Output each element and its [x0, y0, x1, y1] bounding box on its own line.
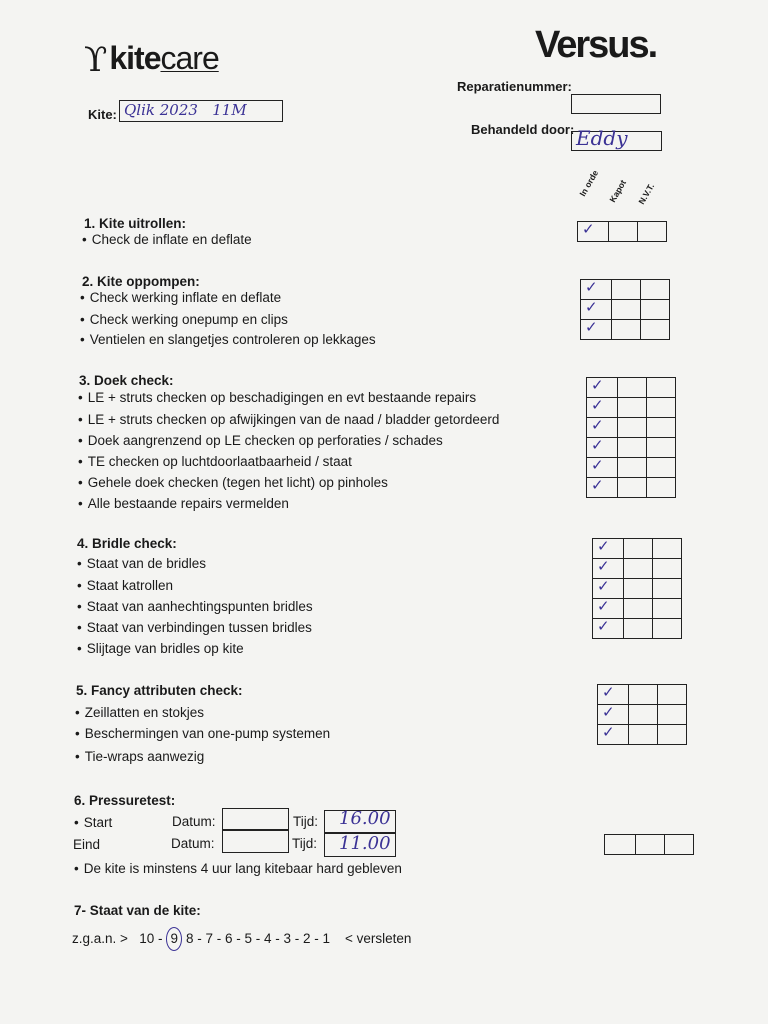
start-datum-field[interactable] [222, 808, 289, 830]
section-1-item: • Check de inflate en deflate [82, 232, 252, 247]
col-kapot: Kapot [607, 178, 629, 204]
check-mark: ✓ [597, 557, 610, 575]
check-cell[interactable] [587, 398, 618, 418]
check-mark: ✓ [597, 537, 610, 555]
kite-label: Kite: [88, 107, 117, 122]
section-1-title: 1. Kite uitrollen: [84, 216, 187, 231]
staat-suffix: < versleten [345, 931, 412, 946]
check-mark: ✓ [582, 220, 595, 238]
staat-selected[interactable]: 9 [166, 927, 182, 951]
check-cell[interactable] [593, 619, 624, 639]
check-cell[interactable] [598, 685, 629, 705]
section-5-item: • Zeillatten en stokjes [75, 705, 204, 720]
staat-scale-after: 8 - 7 - 6 - 5 - 4 - 3 - 2 - 1 [182, 931, 331, 946]
check-cell[interactable] [618, 458, 647, 478]
check-mark: ✓ [602, 683, 615, 701]
section-2-item: • Ventielen en slangetjes controleren op lekkages [80, 332, 376, 347]
check-cell[interactable] [647, 458, 676, 478]
staat-title: 7- Staat van de kite: [74, 903, 201, 918]
check-cell[interactable] [636, 835, 665, 855]
section-2-grid [580, 279, 670, 340]
check-cell[interactable] [612, 320, 641, 340]
reparatie-field[interactable] [571, 94, 661, 114]
check-cell[interactable] [653, 579, 682, 599]
pressure-note: • De kite is minstens 4 uur lang kitebaar hard gebleven [74, 861, 402, 876]
check-cell[interactable] [624, 579, 653, 599]
check-cell[interactable] [587, 418, 618, 438]
start-tijd-label: Tijd: [293, 814, 319, 829]
check-mark: ✓ [585, 298, 598, 316]
section-4-title: 4. Bridle check: [77, 536, 177, 551]
check-cell[interactable] [653, 619, 682, 639]
check-mark: ✓ [591, 476, 604, 494]
section-3-item: • Gehele doek checken (tegen het licht) op pinholes [78, 475, 388, 490]
start-datum-label: Datum: [172, 814, 216, 829]
check-cell[interactable] [653, 599, 682, 619]
check-cell[interactable] [629, 705, 658, 725]
section-4-item: • Staat katrollen [77, 578, 173, 593]
section-1-grid [577, 221, 667, 242]
check-cell[interactable] [581, 320, 612, 340]
section-3-item: • LE + struts checken op afwijkingen van de naad / bladder getordeerd [78, 412, 499, 427]
pressure-title: 6. Pressuretest: [74, 793, 176, 808]
check-cell[interactable] [647, 398, 676, 418]
check-cell[interactable] [593, 539, 624, 559]
check-cell[interactable] [618, 378, 647, 398]
check-cell[interactable] [629, 685, 658, 705]
check-mark: ✓ [602, 723, 615, 741]
check-cell[interactable] [593, 559, 624, 579]
section-3-grid [586, 377, 676, 498]
logo-kite-text: kite [109, 40, 161, 76]
section-2-item: • Check werking inflate en deflate [80, 290, 281, 305]
logo-care-text: care [160, 40, 219, 76]
section-5-item: • Beschermingen van one-pump systemen [75, 726, 330, 741]
check-cell[interactable] [587, 378, 618, 398]
check-mark: ✓ [591, 416, 604, 434]
section-5-title: 5. Fancy attributen check: [76, 683, 243, 698]
start-tijd-field[interactable] [324, 810, 396, 833]
check-cell[interactable] [665, 835, 694, 855]
start-tijd-value: 16.00 [339, 808, 391, 829]
section-3-item: • Doek aangrenzend op LE checken op perforaties / schades [78, 433, 443, 448]
check-cell[interactable] [593, 599, 624, 619]
check-mark: ✓ [591, 396, 604, 414]
check-cell[interactable] [587, 478, 618, 498]
check-cell[interactable] [598, 725, 629, 745]
check-cell[interactable] [618, 418, 647, 438]
check-cell[interactable] [609, 222, 638, 242]
staat-scale [72, 927, 411, 951]
check-mark: ✓ [591, 436, 604, 454]
section-3-item: • Alle bestaande repairs vermelden [78, 496, 289, 511]
check-cell[interactable] [647, 438, 676, 458]
check-cell[interactable] [618, 438, 647, 458]
check-cell[interactable] [653, 559, 682, 579]
check-cell[interactable] [641, 300, 670, 320]
check-cell[interactable] [587, 458, 618, 478]
check-cell[interactable] [612, 300, 641, 320]
check-cell[interactable] [624, 539, 653, 559]
staat-prefix: z.g.a.n. > [72, 931, 128, 946]
section-4-item: • Staat van de bridles [77, 556, 206, 571]
check-mark: ✓ [585, 318, 598, 336]
eind-datum-label: Datum: [171, 836, 215, 851]
section-3-item: • LE + struts checken op beschadigingen en evt bestaande repairs [78, 390, 476, 405]
section-3-item: • TE checken op luchtdoorlaatbaarheid / staat [78, 454, 352, 469]
section-2-title: 2. Kite oppompen: [82, 274, 200, 289]
check-mark: ✓ [597, 617, 610, 635]
bird-icon: ϒ [84, 40, 108, 80]
kite-value: Qlik 2023 11M [124, 101, 247, 119]
check-cell[interactable] [581, 280, 612, 300]
behandeld-field[interactable] [571, 126, 662, 151]
check-cell[interactable] [624, 599, 653, 619]
behandeld-value: Eddy [576, 126, 628, 150]
check-mark: ✓ [585, 278, 598, 296]
col-in-orde: In orde [577, 168, 601, 198]
eind-tijd-label: Tijd: [292, 836, 318, 851]
check-cell[interactable] [641, 280, 670, 300]
reparatie-label: Reparatienummer: [457, 79, 572, 94]
start-label: • Start [74, 815, 112, 830]
pressure-grid [604, 834, 694, 855]
check-cell[interactable] [658, 705, 687, 725]
eind-datum-field[interactable] [222, 830, 289, 853]
check-mark: ✓ [591, 376, 604, 394]
section-5-item: • Tie-wraps aanwezig [75, 749, 204, 764]
check-cell[interactable] [598, 705, 629, 725]
section-2-item: • Check werking onepump en clips [80, 312, 288, 327]
check-cell[interactable] [581, 300, 612, 320]
check-cell[interactable] [624, 559, 653, 579]
check-cell[interactable] [647, 378, 676, 398]
section-5-grid [597, 684, 687, 745]
check-mark: ✓ [597, 597, 610, 615]
check-mark: ✓ [602, 703, 615, 721]
check-cell[interactable] [624, 619, 653, 639]
staat-scale-before: 10 - [139, 931, 163, 946]
kitecare-logo [84, 40, 219, 80]
check-cell[interactable] [647, 478, 676, 498]
check-cell[interactable] [658, 685, 687, 705]
check-cell[interactable] [658, 725, 687, 745]
kite-field[interactable] [119, 100, 283, 122]
versus-logo: Versus. [535, 24, 657, 66]
check-cell[interactable] [618, 398, 647, 418]
check-mark: ✓ [591, 456, 604, 474]
eind-label: Eind [73, 837, 101, 852]
section-4-item: • Slijtage van bridles op kite [77, 641, 244, 656]
check-cell[interactable] [647, 418, 676, 438]
eind-tijd-field[interactable] [324, 833, 396, 857]
check-cell[interactable] [593, 579, 624, 599]
col-nvt: N.V.T. [636, 181, 657, 206]
behandeld-label: Behandeld door: [471, 122, 575, 137]
check-cell[interactable] [641, 320, 670, 340]
section-4-item: • Staat van aanhechtingspunten bridles [77, 599, 313, 614]
check-cell[interactable] [578, 222, 609, 242]
section-4-item: • Staat van verbindingen tussen bridles [77, 620, 312, 635]
section-3-title: 3. Doek check: [79, 373, 174, 388]
check-cell[interactable] [638, 222, 667, 242]
eind-tijd-value: 11.00 [339, 833, 391, 854]
section-4-grid [592, 538, 682, 639]
check-cell[interactable] [612, 280, 641, 300]
check-cell[interactable] [605, 835, 636, 855]
check-cell[interactable] [587, 438, 618, 458]
check-cell[interactable] [653, 539, 682, 559]
check-mark: ✓ [597, 577, 610, 595]
check-cell[interactable] [618, 478, 647, 498]
check-cell[interactable] [629, 725, 658, 745]
